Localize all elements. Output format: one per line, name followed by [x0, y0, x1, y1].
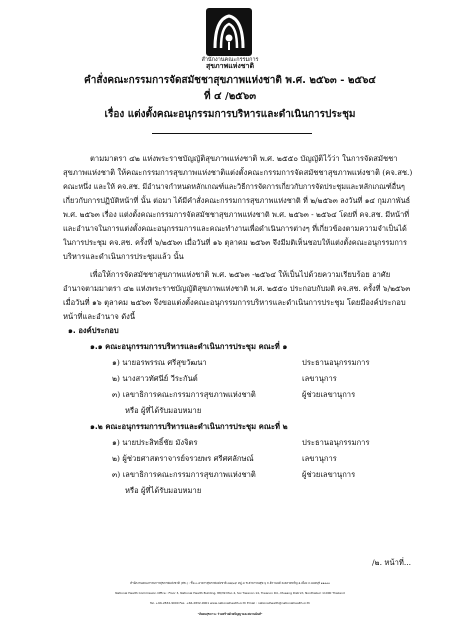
- member-name: ๑) นายประสิทธิ์ชัย มังจิตร: [112, 438, 198, 447]
- title-divider: [152, 133, 312, 134]
- logo-caption-top: สำนักงานคณะกรรมการ: [201, 57, 259, 63]
- para1-line: ในการประชุม คจ.สช. ครั้งที่ ๖/๒๕๖๓ เมื่อวันที่ ๑๖ ตุลาคม ๒๕๖๓ จึงมีมติเห็นชอบให้แต่งตั้งคณะอนุกรรมการ: [63, 238, 407, 247]
- member-role: เลขานุการ: [302, 374, 337, 383]
- para1-line: คณะหนึ่ง และให้ คจ.สช. มีอำนาจกำหนดหลักเกณฑ์และวิธีการจัดการเกี่ยวกับการจัดประชุมและหลักเกณฑ์อื่นๆ: [63, 182, 405, 191]
- member-role: ผู้ช่วยเลขานุการ: [302, 470, 356, 479]
- para1-line: ตามมาตรา ๔๒ แห่งพระราชบัญญัติสุขภาพแห่งชาติ พ.ศ. ๒๕๕๐ บัญญัติไว้ว่า ในการจัดสมัชชา: [90, 154, 398, 163]
- member-name: ๑) นายอรพรรณ ศรีสุขวัฒนา: [112, 358, 207, 367]
- subject-line: เรื่อง แต่งตั้งคณะอนุกรรมการบริหารและดำเนินการประชุม: [104, 109, 356, 120]
- para1-line: พ.ศ. ๒๕๖๓ เรื่อง แต่งตั้งคณะกรรมการจัดสมัชชาสุขภาพแห่งชาติ พ.ศ. ๒๕๖๓ - ๒๕๖๔ โดยที่ คจ.สช. มีหน้าที่: [63, 210, 410, 219]
- member-name: ๓) เลขาธิการคณะกรรมการสุขภาพแห่งชาติ: [112, 470, 256, 479]
- para1-line: และอำนาจในการแต่งตั้งคณะอนุกรรมการและคณะทำงานเพื่อดำเนินการต่างๆ ที่เกี่ยวข้องตามความจำเป็นได้: [63, 224, 407, 233]
- delegate-note: หรือ ผู้ที่ได้รับมอบหมาย: [125, 406, 202, 415]
- section-heading: ๑. องค์ประกอบ: [68, 326, 119, 335]
- para1-line: สุขภาพแห่งชาติ ให้คณะกรรมการสุขภาพแห่งชาติแต่งตั้งคณะกรรมการจัดสมัชชาสุขภาพแห่งชาติ (คจ.สช.): [63, 168, 413, 177]
- continued-marker: /๒. หน้าที่...: [372, 558, 412, 567]
- para2-line: เพื่อให้การจัดสมัชชาสุขภาพแห่งชาติ พ.ศ. ๒๕๖๓ -๒๕๖๔ ให้เป็นไปด้วยความเรียบร้อย อาศัย: [90, 270, 391, 279]
- footer-slogan: "สังคมสุขภาวะ ร่วมสร้างด้วยปัญญาและสมานฉันท์": [197, 612, 263, 616]
- member-name: ๓) เลขาธิการคณะกรรมการสุขภาพแห่งชาติ: [112, 390, 256, 399]
- para1-line: เกี่ยวกับการปฏิบัติหน้าที่ นั้น ต่อมา ได้มีคำสั่งคณะกรรมการสุขภาพแห่งชาติ ที่ ๒/๒๕๖๓ ลงวันที่ ๑๔ กุมภาพันธ์: [63, 196, 411, 205]
- logo-caption-bottom: สุขภาพแห่งชาติ: [206, 61, 254, 70]
- para2-line: หน้าที่และอำนาจ ดังนี้: [63, 312, 136, 321]
- footer-address-thai: สำนักงานคณะกรรมการสุขภาพแห่งชาติ (สช.) : ชั้น ๓ อาคารสุขภาพแห่งชาติ ๘๘/๓๙ หมู่ ๔ ซ.สาธารณสุข ๖ ถ.ติวานนท์ ต.ตลาดขวัญ อ.เมือง จ.นนทบุรี ๑๑๐๐๐: [130, 581, 330, 585]
- logo-caption: [190, 57, 270, 69]
- member-role: เลขานุการ: [302, 454, 337, 463]
- footer-address-english: National Health Commission Office : Floor 3, National Health Building, 88/39 Moo 4, Soi Tiwanon 14, Tiwanon Rd., Mueang District, Nonthaburi 11000 Thailand: [115, 591, 345, 595]
- subsection-heading-2: ๑.๒ คณะอนุกรรมการบริหารและดำเนินการประชุม คณะที่ ๒: [90, 422, 288, 431]
- member-role: ประธานอนุกรรมการ: [302, 438, 370, 447]
- delegate-note: หรือ ผู้ที่ได้รับมอบหมาย: [125, 486, 202, 495]
- member-name: ๒) นางสาวทัศนีย์ วีระกันต์: [112, 374, 198, 383]
- order-number: ที่ ๔ /๒๕๖๓: [203, 91, 257, 102]
- para2-line: อำนาจตามมาตรา ๔๒ แห่งพระราชบัญญัติสุขภาพแห่งชาติ พ.ศ. ๒๕๕๐ ประกอบกับมติ คจ.สช. ครั้งที่ ๖/๒๕๖๓: [63, 284, 411, 293]
- footer-contact: Tel. +66-2832-9000 Fax. +66-2832-9001 www.nationalhealth.or.th Email : nationalhealth@nationalhealth.or.th: [149, 601, 310, 605]
- member-role: ประธานอนุกรรมการ: [302, 358, 370, 367]
- member-role: ผู้ช่วยเลขานุการ: [302, 390, 356, 399]
- document-title: คำสั่งคณะกรรมการจัดสมัชชาสุขภาพแห่งชาติ พ.ศ. ๒๕๖๓ - ๒๕๖๔: [84, 75, 376, 86]
- para1-line: บริหารและดำเนินการประชุมแล้ว นั้น: [63, 252, 184, 261]
- subsection-heading-1: ๑.๑ คณะอนุกรรมการบริหารและดำเนินการประชุม คณะที่ ๑: [90, 342, 288, 351]
- member-name: ๒) ผู้ช่วยศาสตราจารย์จรวยพร ศรีศศลักษณ์: [112, 454, 254, 463]
- para2-line: เมื่อวันที่ ๑๖ ตุลาคม ๒๕๖๓ จึงขอแต่งตั้งคณะอนุกรรมการบริหารและดำเนินการประชุม โดยมีองค์ประกอบ: [63, 298, 406, 307]
- nhco-logo-icon: [206, 8, 252, 56]
